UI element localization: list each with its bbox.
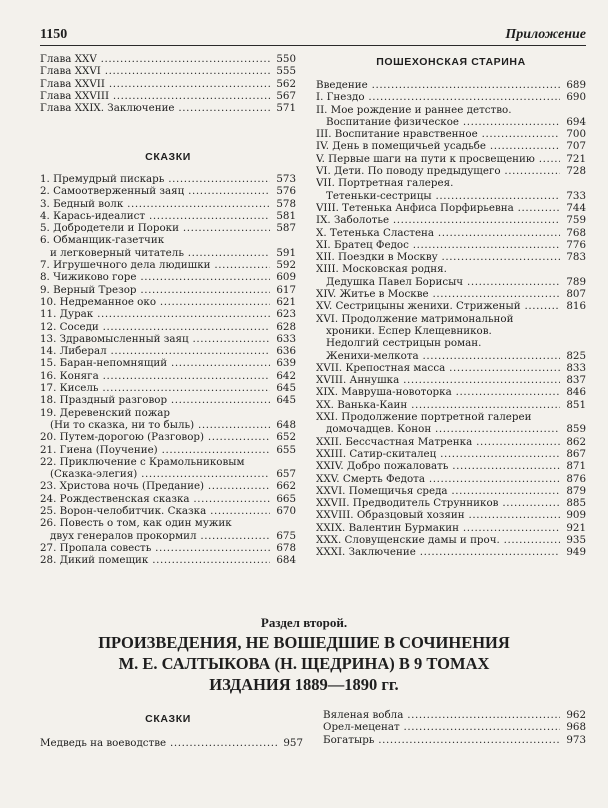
- toc-entry: [316, 153, 586, 165]
- toc-entry: [323, 734, 586, 746]
- part-two-title-line1: ПРОИЗВЕДЕНИЯ, НЕ ВОШЕДШИЕ В СОЧИНЕНИЯ: [98, 633, 510, 652]
- toc-entry: [40, 407, 296, 419]
- toc-entry-title: домочадцев. Конон .....: [316, 423, 560, 435]
- toc-entry-page: 591: [276, 246, 296, 259]
- toc-entry-title: XVI. Продолжение матримональной: [316, 312, 514, 325]
- toc-entry: [40, 198, 296, 210]
- toc-entry: [40, 65, 296, 77]
- toc-entry: [316, 239, 586, 251]
- toc-entry-title: Глава XXVII .....: [40, 78, 270, 90]
- toc-entry-page: 935: [566, 533, 586, 546]
- toc-entry: [40, 296, 296, 308]
- toc-entry: [316, 325, 586, 337]
- toc-entry: [316, 350, 586, 362]
- toc-entry-page: 768: [566, 226, 586, 239]
- toc-entry-page: 816: [566, 300, 586, 313]
- toc-entry: [316, 423, 586, 435]
- toc-entry-page: 833: [566, 361, 586, 374]
- toc-entry: [40, 505, 296, 517]
- toc-entry-page: 633: [276, 332, 296, 345]
- toc-entry: [316, 448, 586, 460]
- toc-entry-title: VI. Дети. По поводу предыдущего .....: [316, 165, 560, 177]
- toc-entry-title: X. Тетенька Сластена .....: [316, 227, 560, 239]
- toc-entry-title: XXV. Смерть Федота .....: [316, 473, 560, 485]
- toc-entry: [316, 374, 586, 386]
- running-title: Приложение: [505, 27, 586, 42]
- toc-entry: [316, 276, 586, 288]
- toc-entry: [40, 259, 296, 271]
- toc-entry: [40, 542, 296, 554]
- toc-entry-page: 837: [566, 374, 586, 387]
- toc-entry: [40, 247, 296, 259]
- toc-entry-title: 21. Гиена (Поучение) .....: [40, 444, 270, 456]
- toc-entry-page: 609: [276, 271, 296, 284]
- toc-entry-title: XXVI. Помещичья среда .....: [316, 485, 560, 497]
- toc-entry-title: V. Первые шаги на пути к просвещению .....: [316, 153, 560, 165]
- toc-entry: [40, 480, 296, 492]
- toc-entry-title: IX. Заболотье .....: [316, 214, 560, 226]
- toc-entry: [40, 53, 296, 65]
- toc-entry-page: 783: [566, 251, 586, 264]
- toc-entry-page: 555: [276, 65, 296, 78]
- toc-entry: [40, 271, 296, 283]
- toc-entry-title: 26. Повесть о том, как один мужик: [40, 517, 232, 530]
- toc-entry-title: 22. Приключение с Крамольниковым: [40, 455, 245, 468]
- toc-entry-title: XI. Братец Федос .....: [316, 239, 560, 251]
- toc-entry: [40, 530, 296, 542]
- toc-entry: [40, 554, 296, 566]
- toc-entry-title: 19. Деревенский пожар: [40, 406, 171, 419]
- toc-entry-page: 670: [276, 505, 296, 518]
- toc-entry: [40, 90, 296, 102]
- toc-entry-page: 879: [566, 484, 586, 497]
- toc-entry-title: Богатырь .....: [323, 734, 560, 746]
- running-header: [40, 27, 586, 46]
- toc-entry-page: 776: [566, 238, 586, 251]
- toc-entry: [316, 91, 586, 103]
- toc-entry-title: XXIII. Сатир-скиталец .....: [316, 448, 560, 460]
- toc-bottom-right: [323, 709, 586, 746]
- toc-entry-page: 859: [566, 423, 586, 436]
- toc-entry-title: 9. Верный Трезор .....: [40, 284, 270, 296]
- toc-entry-title: XX. Ванька-Каин .....: [316, 399, 560, 411]
- toc-entry: [40, 284, 296, 296]
- toc-entry-title: и легковерный читатель .....: [40, 247, 270, 259]
- toc-entry-page: 871: [566, 460, 586, 473]
- toc-entry-page: 678: [276, 541, 296, 554]
- toc-entry-page: 707: [566, 140, 586, 153]
- toc-entry: [316, 473, 586, 485]
- toc-entry-title: 23. Христова ночь (Предание) .....: [40, 480, 270, 492]
- toc-entry: [316, 337, 586, 349]
- toc-entry-page: 689: [566, 79, 586, 91]
- toc-entry: [316, 227, 586, 239]
- toc-entry-title: 3. Бедный волк .....: [40, 198, 270, 210]
- toc-entry-page: 675: [276, 529, 296, 542]
- toc-entry-title: 1. Премудрый пискарь .....: [40, 173, 270, 185]
- toc-entry: [40, 102, 296, 114]
- toc-entry: [316, 128, 586, 140]
- toc-entry: [316, 79, 586, 91]
- toc-entry-title: II. Мое рождение и раннее детство.: [316, 103, 512, 116]
- toc-entry-page: 694: [566, 115, 586, 128]
- toc-entry-title: 18. Праздный разговор .....: [40, 394, 270, 406]
- toc-entry-page: 665: [276, 492, 296, 505]
- toc-entry: [40, 222, 296, 234]
- toc-entry: [40, 382, 296, 394]
- toc-entry-title: I. Гнездо .....: [316, 91, 560, 103]
- toc-entry: [40, 234, 296, 246]
- toc-entry-page: 949: [566, 546, 586, 559]
- toc-entry-title: VIII. Тетенька Анфиса Порфирьевна .....: [316, 202, 560, 214]
- toc-entry: [316, 460, 586, 472]
- toc-entry-page: 573: [276, 173, 296, 185]
- toc-entry: [40, 517, 296, 529]
- toc-entry: [316, 300, 586, 312]
- toc-entry: [316, 362, 586, 374]
- toc-entry-page: 636: [276, 345, 296, 358]
- toc-entry-title: 15. Баран-непомнящий .....: [40, 357, 270, 369]
- toc-entry: [40, 737, 303, 749]
- toc-entry: [316, 165, 586, 177]
- toc-entry: [316, 177, 586, 189]
- toc-entry: [316, 251, 586, 263]
- toc-poshekhon: [316, 79, 586, 559]
- skazki-heading: СКАЗКИ: [145, 151, 191, 163]
- toc-entry: [40, 357, 296, 369]
- toc-entry-title: XVIII. Аннушка .....: [316, 374, 560, 386]
- toc-entry-page: 623: [276, 308, 296, 321]
- toc-entry: [40, 370, 296, 382]
- toc-entry-title: двух генералов прокормил .....: [40, 530, 270, 542]
- toc-entry-page: 652: [276, 431, 296, 444]
- toc-entry: [316, 116, 586, 128]
- toc-entry-title: Воспитание физическое .....: [316, 116, 560, 128]
- toc-entry-page: 789: [566, 275, 586, 288]
- toc-entry-title: Глава XXVIII .....: [40, 90, 270, 102]
- toc-entry-page: 825: [566, 349, 586, 362]
- toc-entry-page: 973: [566, 733, 586, 746]
- toc-entry: [40, 173, 296, 185]
- toc-entry-page: 628: [276, 320, 296, 333]
- toc-entry: [316, 386, 586, 398]
- toc-entry-page: 721: [566, 152, 586, 165]
- toc-entry-title: 6. Обманщик-газетчик: [40, 234, 165, 247]
- toc-entry: [40, 308, 296, 320]
- toc-entry: [40, 321, 296, 333]
- toc-bottom-left: [40, 737, 303, 749]
- toc-entry-page: 759: [566, 214, 586, 227]
- toc-entry: [40, 444, 296, 456]
- toc-entry-page: 846: [566, 386, 586, 399]
- toc-entry-page: 642: [276, 369, 296, 382]
- toc-entry-page: 621: [276, 295, 296, 308]
- toc-entry-title: XV. Сестрицыны женихи. Стриженый .....: [316, 300, 560, 312]
- toc-entry-title: Орел-меценат .....: [323, 721, 560, 733]
- toc-entry: [316, 140, 586, 152]
- toc-entry: [40, 185, 296, 197]
- toc-entry-title: III. Воспитание нравственное .....: [316, 128, 560, 140]
- toc-entry-title: (Ни то сказка, ни то быль) .....: [40, 419, 270, 431]
- toc-entry: [40, 456, 296, 468]
- toc-entry-title: XXX. Словущенские дамы и проч. .....: [316, 534, 560, 546]
- toc-entry: [40, 78, 296, 90]
- toc-entry-title: Недолгий сестрицын роман.: [326, 337, 482, 350]
- toc-entry-page: 657: [276, 468, 296, 481]
- toc-entry: [316, 509, 586, 521]
- toc-entry-page: 690: [566, 91, 586, 104]
- toc-entry: [316, 522, 586, 534]
- toc-entry-title: XXVII. Предводитель Струнников .....: [316, 497, 560, 509]
- toc-entry-title: XII. Поездки в Москву .....: [316, 251, 560, 263]
- toc-entry: [40, 333, 296, 345]
- toc-entry-title: 10. Недреманное око .....: [40, 296, 270, 308]
- toc-entry: [316, 104, 586, 116]
- toc-entry-page: 617: [276, 283, 296, 296]
- toc-entry-title: Глава XXVI .....: [40, 65, 270, 77]
- toc-entry-title: XXII. Бессчастная Матренка .....: [316, 436, 560, 448]
- toc-entry-title: 5. Добродетели и Пороки .....: [40, 222, 270, 234]
- toc-entry-page: 876: [566, 472, 586, 485]
- toc-entry: [316, 202, 586, 214]
- toc-entry-title: Женихи-мелкота .....: [316, 350, 560, 362]
- toc-entry: [323, 721, 586, 733]
- toc-entry-page: 733: [566, 189, 586, 202]
- toc-entry-page: 645: [276, 382, 296, 395]
- toc-entry: [40, 493, 296, 505]
- toc-entry-title: XIV. Житье в Москве .....: [316, 288, 560, 300]
- toc-entry: [316, 399, 586, 411]
- toc-entry-title: Дедушка Павел Борисыч .....: [316, 276, 560, 288]
- page-number: 1150: [40, 27, 68, 42]
- toc-entry-page: 862: [566, 435, 586, 448]
- toc-entry-page: 571: [276, 102, 296, 115]
- toc-entry-title: 17. Кисель .....: [40, 382, 270, 394]
- toc-entry: [40, 419, 296, 431]
- toc-entry-page: 648: [276, 418, 296, 431]
- toc-entry: [316, 546, 586, 558]
- toc-entry-title: XVII. Крепостная масса .....: [316, 362, 560, 374]
- toc-entry-page: 578: [276, 197, 296, 210]
- toc-entry-title: Тетеньки-сестрицы .....: [316, 190, 560, 202]
- toc-entry-title: 12. Соседи .....: [40, 321, 270, 333]
- toc-entry-title: 24. Рождественская сказка .....: [40, 493, 270, 505]
- toc-entry-page: 909: [566, 509, 586, 522]
- toc-entry-page: 968: [566, 721, 586, 734]
- part-two-title-line2: М. Е. САЛТЫКОВА (Н. ЩЕДРИНА) В 9 ТОМАХ: [118, 654, 490, 673]
- toc-entry-title: Глава XXIX. Заключение .....: [40, 102, 270, 114]
- toc-entry-title: Введение .....: [316, 79, 560, 91]
- toc-entry-title: 4. Карась-идеалист .....: [40, 210, 270, 222]
- bottom-skazki-heading: СКАЗКИ: [145, 713, 191, 725]
- toc-entry-title: XIX. Мавруша-новоторка .....: [316, 386, 560, 398]
- toc-entry-page: 562: [276, 77, 296, 90]
- toc-entry-page: 684: [276, 554, 296, 567]
- toc-entry-title: 20. Путем-дорогою (Разговор) .....: [40, 431, 270, 443]
- toc-entry-title: Вяленая вобла .....: [323, 709, 560, 721]
- toc-entry: [40, 431, 296, 443]
- toc-entry-page: 592: [276, 259, 296, 272]
- toc-skazki: [40, 173, 296, 567]
- toc-entry-page: 807: [566, 288, 586, 301]
- toc-entry-title: XXIX. Валентин Бурмакин .....: [316, 522, 560, 534]
- toc-entry-title: 13. Здравомысленный заяц .....: [40, 333, 270, 345]
- toc-entry-title: XXXI. Заключение .....: [316, 546, 560, 558]
- toc-entry-page: 867: [566, 447, 586, 460]
- toc-entry-title: 8. Чижиково горе .....: [40, 271, 270, 283]
- toc-entry-page: 587: [276, 222, 296, 235]
- toc-entry-title: 7. Игрушечного дела людишки .....: [40, 259, 270, 271]
- toc-entry-title: Медведь на воеводстве .....: [40, 737, 277, 749]
- toc-entry: [316, 497, 586, 509]
- toc-entry-title: XXVIII. Образцовый хозяин .....: [316, 509, 560, 521]
- toc-entry: [40, 210, 296, 222]
- poshekhon-heading: ПОШЕХОНСКАЯ СТАРИНА: [376, 56, 526, 68]
- toc-entry: [323, 709, 586, 721]
- toc-entry-title: XXI. Продолжение портретной галереи: [316, 411, 532, 424]
- toc-entry: [316, 411, 586, 423]
- toc-entry-page: 962: [566, 709, 586, 721]
- toc-entry-page: 744: [566, 201, 586, 214]
- toc-entry-title: 25. Ворон-челобитчик. Сказка .....: [40, 505, 270, 517]
- toc-entry-title: 2. Самоотверженный заяц .....: [40, 185, 270, 197]
- toc-entry: [316, 263, 586, 275]
- toc-entry-title: 27. Пропала совесть .....: [40, 542, 270, 554]
- toc-entry: [316, 313, 586, 325]
- toc-entry: [316, 436, 586, 448]
- toc-entry-title: XXIV. Добро пожаловать .....: [316, 460, 560, 472]
- toc-entry-title: IV. День в помещичьей усадьбе .....: [316, 140, 560, 152]
- toc-entry-page: 885: [566, 497, 586, 510]
- toc-entry: [40, 345, 296, 357]
- toc-entry-title: VII. Портретная галерея.: [316, 177, 454, 190]
- toc-entry-page: 645: [276, 394, 296, 407]
- toc-entry-title: XIII. Московская родня.: [316, 263, 447, 276]
- toc-entry: [40, 394, 296, 406]
- toc-entry-page: 581: [276, 209, 296, 222]
- toc-entry-page: 728: [566, 165, 586, 178]
- toc-entry-page: 639: [276, 357, 296, 370]
- toc-entry-page: 576: [276, 185, 296, 198]
- toc-entry-page: 851: [566, 398, 586, 411]
- toc-entry: [316, 214, 586, 226]
- toc-entry-page: 662: [276, 480, 296, 493]
- toc-left-chapters: [40, 53, 296, 114]
- toc-entry: [316, 190, 586, 202]
- part-two-label: Раздел второй.: [260, 615, 348, 630]
- toc-entry: [316, 288, 586, 300]
- toc-entry-page: 655: [276, 443, 296, 456]
- part-two-title-line3: ИЗДАНИЯ 1889—1890 гг.: [209, 675, 399, 694]
- toc-entry-page: 700: [566, 128, 586, 141]
- toc-entry-page: 550: [276, 53, 296, 65]
- toc-entry-title: хроники. Еспер Клещевников.: [326, 324, 492, 337]
- toc-entry-title: 14. Либерал .....: [40, 345, 270, 357]
- toc-entry-title: (Сказка-элегия) .....: [40, 468, 270, 480]
- toc-entry-title: 28. Дикий помещик .....: [40, 554, 270, 566]
- toc-entry-page: 921: [566, 521, 586, 534]
- toc-entry: [40, 468, 296, 480]
- toc-entry-page: 567: [276, 89, 296, 102]
- toc-entry-title: 16. Коняга .....: [40, 370, 270, 382]
- toc-entry-title: 11. Дурак .....: [40, 308, 270, 320]
- toc-entry-page: 957: [283, 737, 303, 749]
- toc-entry: [316, 485, 586, 497]
- toc-entry-title: Глава XXV .....: [40, 53, 270, 65]
- toc-entry: [316, 534, 586, 546]
